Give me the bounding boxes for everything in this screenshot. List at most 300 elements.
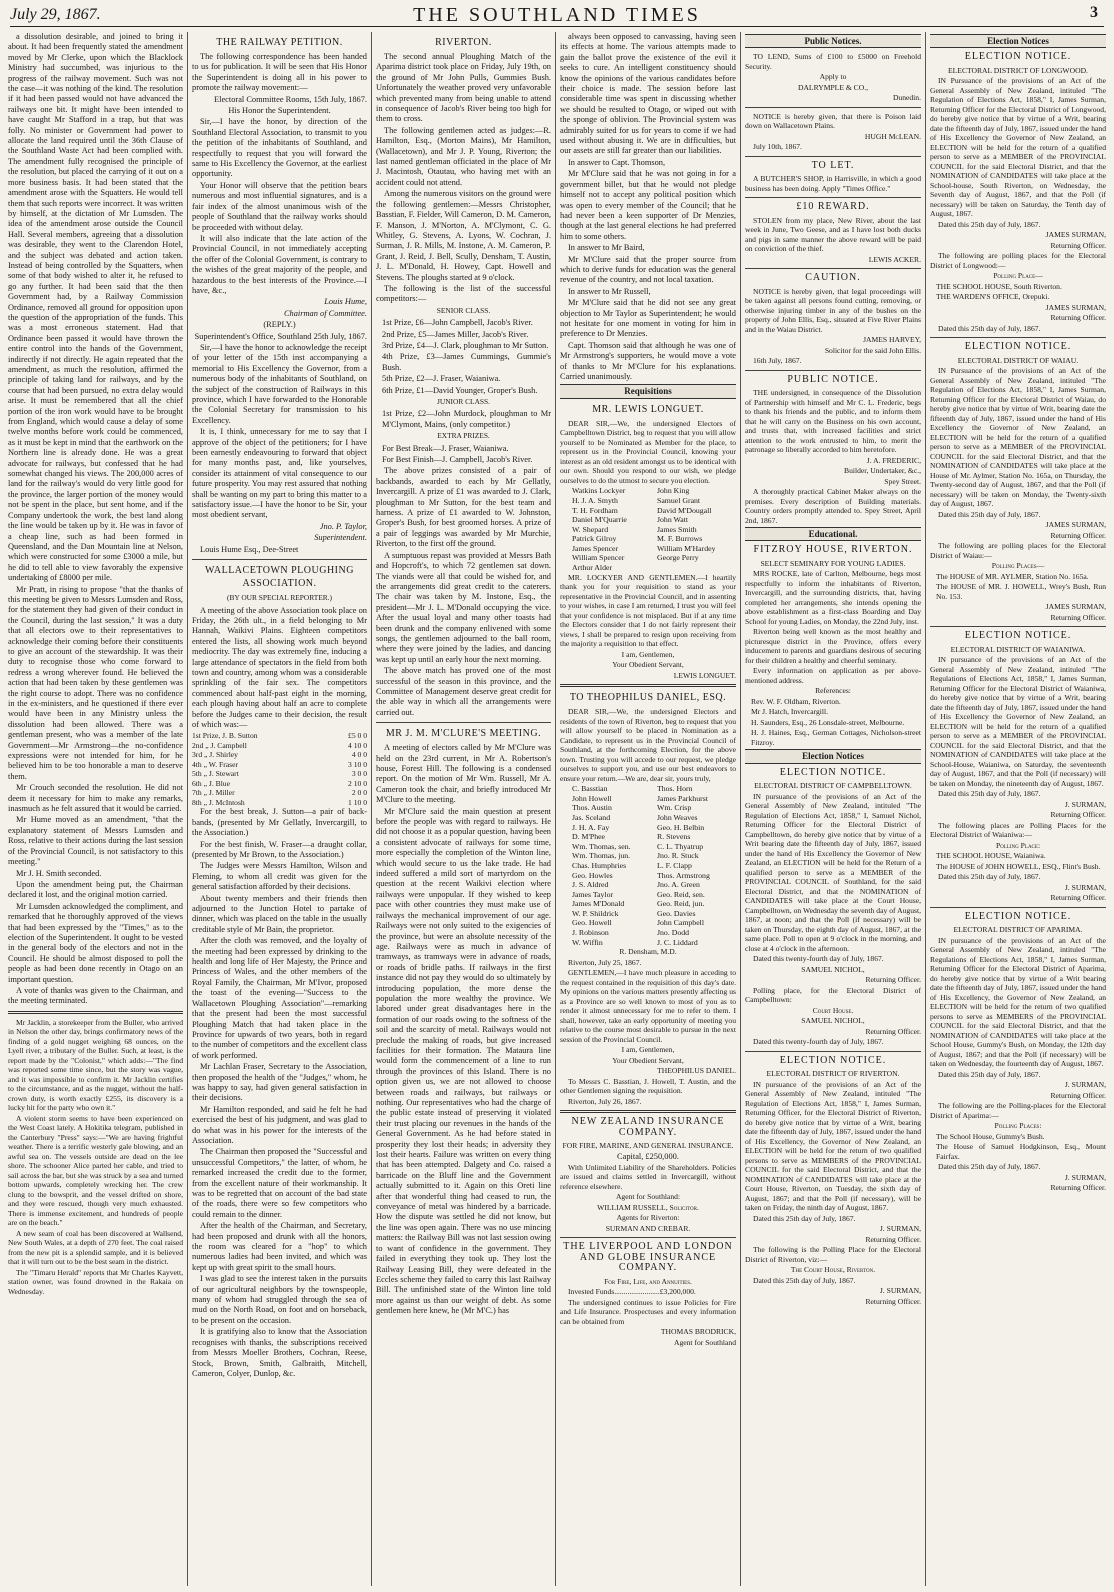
divider — [745, 370, 921, 371]
prize-entry: 5th Prize, £2—J. Fraser, Waianiwa. — [382, 374, 501, 384]
notice-title: ELECTION NOTICE. — [964, 51, 1072, 63]
signatory: W. Wiffin — [572, 937, 603, 947]
section-header: Election Notices — [930, 34, 1106, 48]
notice-date: Dated this 25th day of July, 1867. — [938, 219, 1041, 229]
signatory: David M'Dougall — [657, 505, 712, 515]
notice-signature: Builder, Undertaker, &c., — [844, 466, 921, 476]
polling-place: The HOUSE of JOHN HOWELL, ESQ., Flint's Bush. — [936, 861, 1101, 871]
district-name: ELECTORAL DISTRICT OF CAMPBELLTOWN. — [754, 781, 912, 791]
polling-place: THE SCHOOL HOUSE, South Riverton. — [936, 281, 1062, 291]
divider — [930, 626, 1106, 627]
notice-title: PUBLIC NOTICE. — [787, 373, 879, 385]
notice-contact: Apply to — [819, 72, 847, 82]
news-item: A new seam of coal has been discovered at Wallsend, New South Wales, at a depth of 270 feet. The coal raised from the new pit is a splendid sample, and it is believed that it will turn out to be the best seam in the district. — [8, 1228, 183, 1267]
letter-address: Superintendent's Office, Southland 25th July, 1867. — [194, 331, 367, 341]
notice-text: IN pursuance of the provisions of an Act of the General Assembly of New Zealand, intituled "The Regulation of Elections Act, 1858," I, Samuel Nichol, Returning Officer for the Electoral District of Campbelltown, do hereby give notice that by virtue of a Writ bearing date the fifteenth day of July, 1867, issued under the hand of His Excellency the Governor of New Zealand, an ELECTION will be held for the Return of a qualified person to serve as a MEMBER of the PROVINCIAL COUNCIL of Southland, for the said Electoral District, and that the NOMINATION of CANDIDATES will take place at the Court House, Campbelltown, on Wednesday the seventh day of August, 1867, at noon; and that the Poll (if necessary) will be taken on Thursday, the eighth day of August, 1867, at the same place. Poll to open at 9 o'clock in the morning, and close at 4 o'clock in the afternoon. — [745, 791, 921, 953]
signature-title: Chairman of Committee. — [283, 308, 367, 318]
news-item: Mr Jacklin, a storekeeper from the Buller, who arrived in Nelson the other day, brings confirmatory news of the finding of a gold nugget weighing 68 ounces, on the Lyell river, a tributary of the Buller. Such, at least, is the report made by the "Colonist," which adds:—"The find was reported some time since, but the story was vague, and it was impossible to confirm it. Mr Jacklin certifies to the circumstance, and as the nugget, without the half-crown duty, is worth exactly £255, its discovery is a lucky hit for the party who own it." — [8, 1017, 183, 1113]
ad-title: THE LIVERPOOL AND LONDON AND GLOBE INSURANCE COMPANY. — [563, 1241, 733, 1274]
notice-signature: SAMUEL NICHOL, — [801, 964, 865, 974]
ad-agent: SURMAN AND CREBAR. — [605, 1223, 691, 1233]
notice-text: Riverton being well known as the most healthy and picturesque district in the Province, offers every inducement to parents and guardians desirous of securing for their children a healthy and cheerful seminary. — [745, 627, 921, 665]
column-6 — [930, 32, 1106, 1586]
signatory: Daniel M'Quarrie — [572, 515, 627, 525]
notice-title: ELECTION NOTICE. — [964, 341, 1072, 353]
paragraph: It will also indicate that the late action of the Provincial Council, in not immediately accepting the offer of the Colonial Government, is contrary to the wishes of the great majority of the people, and hazardous to the best interests of the Province.—I have, &c., — [192, 233, 367, 295]
prize-entry: 4th Prize, £3—James Cummings, Gummie's Bush. — [382, 352, 551, 372]
notice-signature: Returning Officer. — [1050, 810, 1106, 820]
paragraph: Mr Hume moved as an amendment, "that the explanatory statement of Messrs Lumsden and Ross, relative to their actions during the last session of the Provincial Council, is not satisfactory to this meeting." — [8, 815, 183, 867]
paragraph: The second annual Ploughing Match of the Aparima district took place on Friday, July 19th, on the ground of Mr John Pulls, Gummies Bush. Unfortunately the weather proved very unfavorable which prevented many from being unable to attend in consequence of Jacob's River being too high for them to cross. — [376, 52, 551, 124]
paragraph: Sir,—I have the honor, by direction of the Southland Electoral Association, to transmit to you the petition of the inhabitants of Southland, and respectfully to request that you will forward the same to His Excellency the Governor, at the earliest opportunity. — [192, 117, 367, 179]
signatory: James M'Donald — [572, 899, 625, 909]
news-item: A violent storm seems to have been experienced on the West Coast lately. A Hokitika telegram, published in the Canterbury "Press" says:—"We are having frightful weather. There is a terrific westerly gale blowing, and an awful sea on. The vessels outside are dead on the lee shore. The schooner Alice parted her cable, and tried to sail across the bar, but she was struck by a sea and turned bottom upwards, completely wrecking her. The crew clung to the bowsprit, and the vessel drifted on shore, and they were rescued, though very much exhausted. There is immense excitement, and hundreds of people are on the beach." — [8, 1113, 183, 1228]
polling-place: The House of Samuel Hodgkinson, Esq., Mount Fairfax. — [936, 1142, 1106, 1161]
column-rule — [925, 32, 926, 1586]
signatory: James Taylor — [572, 889, 614, 899]
notice-signature: Returning Officer. — [1050, 313, 1106, 323]
signatory: John Watt — [657, 515, 689, 525]
notice-signature: Spey Street. — [884, 476, 921, 486]
signatory: James Spencer — [572, 543, 619, 553]
paragraph: Your Honor will observe that the petition bears numerous and most influential signatures, and is a fair index of the almost unanimous wish of the people of Southland that the railway works should be proceeded with without delay. — [192, 180, 367, 232]
subheading: SENIOR CLASS. — [436, 305, 491, 315]
article-headline: TO THEOPHILUS DANIEL, ESQ. — [569, 692, 727, 704]
notice-date: Dated this 25th day of July, 1867. — [938, 789, 1041, 799]
paragraph: In answer to Capt. Thomson, — [568, 157, 666, 167]
signatory: Chas. Humphries — [572, 860, 627, 870]
paragraph: Sir,—I have the honor to acknowledge the receipt of your letter of the 15th inst accompanying a memorial to His Excellency the Governor, from a numerous body of the inhabitants of Southland, on the subject of the construction of Railways in this province, which I have forwarded to the Honorable the Colonial Secretary for transmission to his Excellency. — [192, 342, 367, 425]
notice-signature: JAMES SURMAN, — [1045, 230, 1106, 240]
paragraph: a dissolution desirable, and joined to bring it about. It had been frequently stated the amendment moved by Mr Clerke, upon which the Blacklock Ministry had succumbed, was injurious to the progress of the railway movement. Such was not the case—it was nothing of the kind. The resolution if it had been passed would not have advanced the railways one bit. It might have been intended to have caught Mr Stafford in a trap, but that was folly. No minister or Government had power to allocate the land required until the 36th Clause of the Southland Waste Act had been complied with. The amendment fully recognised the principle of the resolution, but placed the carrying of it out on a more business basis. It had been stated that the amendment arose with the Squatters. He would tell them that such reports were incorrect. It was written by himself, at the dictation of Mr Lumsden. The idea of the amendment arose outside the Council Hall. Several members, agreeing that a dissolution was desirable, they went to the Clarendon Hotel, and the subject was debated and action taken. Instead of being controlled by the Squatters, when some of that body wished to alter it, he refused to go any further. It had been said that the then Government had, by a Railway Commission Ordinance, removed all ground for opposition upon the question of the appropriation of the funds. This was a most erroneous statement. Had that Ordinance been passed it would have thrown the entire control into the hands of the Government, indirectly if not directly. He again repeated that the amendment, as much the resolution, affirmed the principle of taking land for railways, and by the course that had been pursued, no extra delay would arise. It must be remembered that all the chief portion of the iron work would have to be brought from England, which would cause a delay of some twelve months before work could be commenced, as it must be kept in mind that the earthwork on the Northern line is already done. He was a great advocate for railways, but confessed that he had somewhat changed his views. The 200,000 acres of land for the railway's would do very little good for the province, the larger portion of the money would not be spent in the place, but sent home, and if the Company undertook the work, the best land along the line would be taken up by it. He was in favor of a cheap line, such as had been formed in Queensland, and the Dan Mountain line at Nelson, which were constructed for some £3000 a mile, but he did to tell able to view favorably the expensive undertaking of £8000 per mile. — [8, 32, 183, 583]
polling-place: Court House. — [812, 1005, 854, 1015]
insurance-ad — [560, 1117, 736, 1233]
column-rule — [371, 32, 372, 1586]
signatory: William Spencer — [572, 553, 625, 563]
news-item: The "Timaru Herald" reports that Mr Charles Kayvett, station owner, was found drowned in the Rakaia on Wednesday. — [8, 1267, 183, 1296]
paragraph: It is, I think, unnecessary for me to say that I approve of the object of the petitioners; for I have been earnestly endeavouring to forward that object for many months past, and, like yourselves, consider its attainment of vital consequence to our future prosperity. You may rest assured that nothing shall be wanting on my part to bring this matter to a satisfactory issue.—I have the honor to be Sir, your most obedient servant, — [192, 427, 367, 520]
signatory: Watkins Lockyer — [572, 486, 626, 496]
paragraph: Mr M'Clure said that he was not going in for a government billet, but that he would not pledge himself not to accept any political position which was open to every member of the Council; that he had never been a keen supporter of Dr Menzies, though at the last general elections he had preferred him to some others. — [560, 169, 736, 241]
notice-signature: Returning Officer. — [865, 1234, 921, 1244]
notice-signature: Returning Officer. — [1050, 530, 1106, 540]
divider — [745, 107, 921, 108]
signatory: Geo. H. Belbin — [657, 822, 705, 832]
table-row: 3rd „ J. Shirley 4 0 0 — [192, 750, 367, 760]
signatory: R. Densham, M.D. — [619, 947, 677, 957]
signatory: William M'Hardey — [657, 543, 716, 553]
signatory: T. H. Fordham — [572, 505, 618, 515]
section-header: Election Notices — [745, 749, 921, 763]
notice-text: NOTICE is hereby given, that there is Poison laid down on Wallacetown Plains. — [745, 111, 921, 131]
signatory: R. Stevens — [657, 832, 691, 842]
divider — [192, 559, 367, 560]
column-5 — [745, 32, 921, 1586]
notice-signature: Returning Officer. — [1050, 612, 1106, 622]
paragraph: For the best break, J. Sutton—a pair of back-bands, (presented by Mr Gellatly, Invercargill, to the Association.) — [192, 807, 367, 838]
article-headline: MR J. M. M'CLURE'S MEETING. — [385, 728, 542, 740]
table-row: 5th „ J. Stewart 3 0 0 — [192, 769, 367, 779]
column-rule — [555, 32, 556, 1586]
signatory: Geo. Reid, sen. — [657, 889, 705, 899]
district-name: ELECTORAL DISTRICT OF LONGWOOD. — [948, 65, 1088, 75]
signatory: M. F. Burrows — [657, 534, 703, 544]
divider — [560, 684, 736, 687]
dateline: Riverton, July 25, 1867. — [568, 957, 642, 967]
insurance-ad — [560, 1242, 736, 1347]
signatory: J. Robinson — [572, 928, 609, 938]
signatory: Jno. A. Green — [657, 880, 700, 890]
addressee: To Messrs C. Basstian, J. Howell, T. Austin, and the other Gentlemen signing the requisition. — [560, 1076, 736, 1096]
signatory: Thos. Armstrong — [657, 870, 710, 880]
divider — [930, 907, 1106, 908]
signatory: C. L. Thyatrup — [657, 841, 704, 851]
section-header: Requisitions — [560, 384, 736, 398]
notice-signature: J. SURMAN, — [1064, 799, 1106, 809]
letter-salutation: His Honor the Superintendent. — [228, 106, 331, 116]
notice-signature: Returning Officer. — [865, 1296, 921, 1306]
column-3 — [376, 32, 551, 1586]
signatory: J. S. Aldred — [572, 880, 609, 890]
signatory: James Smith — [657, 524, 697, 534]
notice-title: ELECTION NOTICE. — [964, 630, 1072, 642]
district-name: ELECTORAL DISTRICT OF APARIMA. — [953, 925, 1083, 935]
signature-title: Superintendent. — [314, 533, 367, 543]
paragraph: The following is the list of the successful competitors:— — [376, 283, 551, 304]
signatory: Geo. Howell — [572, 918, 612, 928]
notice-text: The following places are Polling Places for the Electoral District of Waianiwa:— — [930, 820, 1106, 840]
signatory: J. C. Liddard — [657, 937, 698, 947]
paragraph: Mr Lumsden acknowledged the compliment, and remarked that he thoroughly approved of the views that had been expressed by the "Times," as to the election of the Superintendent. It ought to be vested in the general body of the electors and not in the Council. He should be almost disposed to poll the people as had been done recently in Otago on an important question. — [8, 901, 183, 984]
issue-date: July 29, 1867. — [10, 6, 101, 23]
signatory: C. Basstian — [572, 784, 608, 794]
district-name: ELECTORAL DISTRICT OF WAIAU. — [957, 355, 1079, 365]
page-number: 3 — [1090, 4, 1098, 21]
paragraph: The Chairman then proposed the "Successful and unsuccessful Competitors," the latter, of whom, he remarked increased the credit due to the former, from the excellent nature of their workmanship. It was to be regretted that on account of the bad state of the roads, there were so few competitors who could remain to the dinner. — [192, 1147, 367, 1219]
notice-text: Polling place, for the Electoral District of Campbelltown: — [745, 985, 921, 1005]
divider — [745, 1051, 921, 1052]
notice-text: IN pursuance of the provisions of an Act of the General Assembly of New Zealand, intituled "The Regulations of Elections Act, 1858," I, James Surman, Returning Officer for the Electoral District of Waianiwa, do hereby give notice that by virtue of a Writ, bearing date the fifteenth day of July, 1867, issued under the hand of His Excellency the Governor of New Zealand, an ELECTION will be held for the return of a qualified person to serve as a MEMBER of the PROVINCIAL COUNCIL for the said Electoral District, and that the NOMINATION of CANDIDATES will take place at the School-House, Waianiwa, on Saturday, the seventeenth day of August, 1867, and that the Poll (if necessary) will be taken on Monday, the nineteenth day of August, 1867. — [930, 655, 1106, 788]
signatory: John Weaves — [657, 812, 698, 822]
notice-signature: JAMES SURMAN, — [1045, 602, 1106, 612]
signatory: W. P. Shildrick — [572, 908, 619, 918]
notice-signature: J. SURMAN, — [879, 1224, 921, 1234]
notice-title: TO LET. — [811, 159, 855, 171]
notice-date: Dated this 25th day of July, 1867. — [938, 872, 1041, 882]
notice-text: Every information on application as per above-mentioned address. — [745, 666, 921, 685]
notice-text: IN Pursuance of the provisions of an Act of the General Assembly of New Zealand, intituled "The Regulation of Elections Act, 1858," I, James Surman, Returning Officer for the Electoral District of Waiau, do hereby give notice that by virtue of Writ, bearing date the fifteenth day of July, 1867, issued under the hand of His Excellency the Governor of New Zealand, an ELECTION will be held for the return of a qualified person to serve as a MEMBER of the PROVINCIAL COUNCIL for the said Electoral District, and that the NOMINATION of CANDIDATES will take place at the House of Mr. Aylmer, Station No. 165a, on Thursday, the Twenty-second day of August, 1867, and that the Poll (if necessary) will be taken on Monday, the Twenty-sixth day of August, 1867. — [930, 366, 1106, 509]
paragraph: After the cloth was removed, and the loyalty of the meeting had been expressed by drinking to the health and long life of Her Majesty, the Prince and Princess of Wales, and the other members of the Royal Family, the Chairman, Mr M'Ivor, proposed the toast of the evening—"Success to the Wallacetown Ploughing Association"—remarking that the present had been the most successful Ploughing Match that had taken place in the Province for upwards of two years, both in regard to the number of competitors and the excellent class of work performed. — [192, 936, 367, 1060]
letter-address: Electoral Committee Rooms, 15th July, 1867. — [214, 94, 367, 104]
notice-text: NOTICE is hereby given, that legal proceedings will be taken against all persons found cutting, removing, or otherwise injuring timber in any of the bushes on the property of John Ellis, Esq., situated at Five River Plains and in the Waiau District. — [745, 286, 921, 334]
notice-signature: J. SURMAN, — [1064, 882, 1106, 892]
references-heading: References: — [815, 686, 851, 696]
section-header: Educational. — [745, 527, 921, 541]
polling-place: THE SCHOOL HOUSE, Waianiwa. — [936, 851, 1046, 861]
notice-text: IN pursuance of the provisions of an Act of the General Assembly of New Zealand, intituled "The Regulations of Elections Act, 1858," I, James Surman, Returning Officer for the Electoral District of Aparima, do hereby give notice that by virtue of a Writ bearing date the fifteenth day of July, 1867, issued under the hand of His Excellency, the Governor of New Zealand, an ELECTION will be held for the return of two qualified persons to serve as MEMBERS of the PROVINCIAL COUNCIL for the said Electoral District, and that the NOMINATION of CANDIDATES will take place at the School House, Gummy's Bush, on Monday, the 12th day of August, 1867; and that the Poll (if necessary) will be taken on Wednesday, the fourteenth day of August, 1867. — [930, 935, 1106, 1069]
paragraph: The above prizes consisted of a pair of backbands, awarded to each by Mr Gellatly, Invercargill. A prize of £1 was awarded to J. Clark, ploughman to Mr Sutton, for the best team and harness. A prize of £1 awarded to W. Johnston, Groper's Bush, for best groomed horses. A prize of a pair of leggings was awarded by Mr Murchie, Riverton, to the first off the ground. — [376, 466, 551, 549]
signatory: John King — [657, 486, 690, 496]
polling-place: The HOUSE of MR. AYLMER, Station No. 165a. — [936, 571, 1089, 581]
signature: Louis Hume, — [324, 297, 367, 307]
paragraph: Mr Hamilton responded, and said he felt he had exercised the best of his judgment, and was glad to do what was in his power for the interests of the Association. — [192, 1104, 367, 1145]
signatory-list — [560, 784, 736, 947]
polling-place: The HOUSE of MR. J. HOWELL, Wrey's Bush, Run No. 153. — [936, 582, 1106, 601]
notice-signature: Returning Officer. — [865, 1026, 921, 1036]
notice-text: A BUTCHER'S SHOP, in Harrisville, in which a good business has been doing. Apply "Times Office." — [745, 174, 921, 193]
article-headline: MR. LEWIS LONGUET. — [592, 403, 704, 415]
paragraph: For the best finish, W. Fraser—a draught collar, (presented by Mr Brown, to the Association.) — [192, 839, 367, 859]
divider — [560, 1237, 736, 1238]
table-row: 7th „ J. Miller 2 0 0 — [192, 788, 367, 798]
signatory: Geo. Howles — [572, 870, 613, 880]
signatory: J. H. A. Fay — [572, 822, 610, 832]
notice-text: TO LEND, Sums of £100 to £5000 on Freehold Security. — [745, 52, 921, 71]
table-row: 6th „ J. Blue 2 10 0 — [192, 778, 367, 788]
news-briefs — [8, 1018, 183, 1297]
section-header: Public Notices. — [745, 34, 921, 48]
notice-signature: J. SURMAN, — [1064, 1172, 1106, 1182]
notice-text: The following are the Polling-places for the Electoral District of Aparima:— — [930, 1101, 1106, 1120]
notice-date: July 10th, 1867. — [753, 142, 802, 152]
signatory: James Parkhurst — [657, 793, 708, 803]
notice-signature: JAMES HARVEY, — [863, 335, 921, 345]
reply-text: MR. LOCKYER AND GENTLEMEN.—I heartily thank you for your requisition to stand as your representative in the Provincial Council, and in assenting to your wishes, in case I am returned, I trust you will feel that your confidence is not misplaced. But if at any time the Electors consider that I do not fairly represent their views, I shall be prepared to resign upon receiving from the majority a requisition to that effect. — [560, 572, 736, 649]
ad-agent: THOMAS BRODRICK, — [660, 1327, 736, 1337]
district-name: ELECTORAL DISTRICT OF WAIANIWA. — [950, 644, 1086, 654]
notice-title: CAUTION. — [805, 272, 861, 284]
polling-heading: Polling Place— — [993, 271, 1043, 281]
signature: Jno. P. Taylor, — [319, 521, 367, 531]
paragraph: In answer to Mr Russell, — [568, 286, 651, 296]
signature: Your Obedient Servant, — [612, 1055, 684, 1065]
signatory: D. M'Phee — [572, 832, 606, 842]
district-name: ELECTORAL DISTRICT OF RIVERTON. — [766, 1069, 900, 1079]
signature: Your Obedient Servant, — [612, 660, 684, 670]
table-row: 1st Prize, J. B. Sutton £5 0 0 — [192, 731, 367, 741]
signatory: Geo. Reid, jun. — [657, 899, 705, 909]
paragraph: Mr Crouch seconded the resolution. He did not deem it necessary for him to make any remarks, inasmuch as he felt assured that it would be carried. — [8, 783, 183, 814]
reference: H. Saunders, Esq., 26 Lonsdale-street, Melbourne. — [751, 717, 905, 727]
paragraph: Mr Lachlan Fraser, Secretary to the Association, then proposed the health of the "Judges," whom, he was happy to say, had given general satisfaction in their decisions. — [192, 1062, 367, 1103]
signature: LEWIS LONGUET. — [673, 670, 736, 680]
paragraph: Mr M'Clure said that the proper source from which to derive funds for education was the general revenue of the country, and not local taxation. — [560, 254, 736, 285]
notice-signature: J. A. FREDERIC, — [866, 455, 921, 465]
reference: Rev. W. F. Oldham, Riverton. — [751, 696, 841, 706]
notice-date: Dated this 25th day of July, 1867. — [938, 509, 1041, 519]
signatory: H. J. A. Smyth — [572, 495, 618, 505]
article-headline: RIVERTON. — [435, 37, 492, 48]
polling-place: THE WARDEN'S OFFICE, Orepuki. — [936, 292, 1050, 302]
divider — [745, 156, 921, 157]
byline: (BY OUR SPECIAL REPORTER.) — [227, 593, 332, 603]
prize-entry: For Best Break—J. Fraser, Waianiwa. — [382, 443, 509, 453]
notice-signature: Returning Officer. — [1050, 1090, 1106, 1100]
signatory: Wm. Thomas, sen. — [572, 841, 631, 851]
ad-agent: WILLIAM RUSSELL, Solicitor. — [597, 1202, 699, 1212]
signatory: Thos. Austin — [572, 803, 612, 813]
polling-place: The Court House, Riverton. — [790, 1265, 876, 1275]
paragraph: It is gratifying also to know that the Association recognises with thanks, the subscriptions received from Messrs Moeller Brothers, Cochran, Reese, Stock, Brown, Smith, Galbraith, Mitchell, Cameron, Colyer, Dunlop, &c. — [192, 1327, 367, 1378]
paragraph: Mr Pratt, in rising to propose "that the thanks of this meeting be given to Messrs Lumsden and Ross, for the statement they had given of their conduct in the Council, during the last session," It was a duty that all electors owe to their representatives to acknowledge their coming before their constituents to give an account of the stewardship. It was their duty to recognise those who come forward to redress a wrong wherever found. He believed the action that had been taken by these gentlemen was the right course to adopt. There was no confidence in the ex-ministers, and he questioned if there ever would have been in any Ministry unless the dissolution had been allowed. There was a gentleman present, who was a member of the late Government—Mr Armstrong—the no-confidence expressions were not intended for him, for he believed him to be too honorable a man to deserve them. — [8, 584, 183, 781]
paragraph: A sumptuous repast was provided at Messrs Bath and Hopcroft's, to which 72 gentlemen sat down. The viands were all that could be wished for, and the arrangements did great credit to the caterers. The chair was taken by M. Instone, Esq., the president—Mr J. L. M'Donald occupying the vice. After the usual loyal and many other toasts had been drunk and the company enlivened with some songs, the gentlemen adjourned to the ball room, where they were joined by the ladies, and dancing was kept up until an early hour the next morning. — [376, 550, 551, 664]
notice-signature: Returning Officer. — [1050, 1183, 1106, 1193]
signatory: Samuel Grant — [657, 495, 701, 505]
signatory: Geo. Davies — [657, 908, 696, 918]
prize-entry: 2nd Prize, £5—James Miller, Jacob's River. — [382, 329, 529, 339]
paragraph: The following gentlemen acted as judges:—R. Hamilton, Esq., (Morton Mains), Mr Hamilton, (Wallacetown), and Mr J. P. Young, Riverton; the last named gentleman officiated in the place of Mr J. Macintosh, Otautau, who having met with an accident could not attend. — [376, 125, 551, 187]
paragraph: always been opposed to canvassing, having seen its effects at home. The various attempts made to gain the ballot prove the existence of the evil it seeks to cure. An intelligent constituency should know the opinions of the various candidates before their choice is made. The session before last considerable time was spent in discussing whether we should be resulted to Otago, or wiped out with the sponge of oblivion. The Provincial system was admirably suited for us for years to come if we had used without abusing it. We are in difficulties, but our assets are still far greater than our liabilities. — [560, 32, 736, 156]
paragraph: I was glad to see the interest taken in the pursuits of our agricultural neighbors by the townspeople, many of whom had struggled through the sea of mud on the North Road, on foot and on horseback, to be present on the occasion. — [192, 1274, 367, 1325]
column-rule — [187, 32, 188, 1586]
signatory: John Howell — [572, 793, 612, 803]
column-2 — [192, 32, 367, 1586]
notice-text: IN Pursuance of the provisions of an Act of the General Assembly of New Zealand, intituled "The Regulation of Elections Act, 1858," I, James Surman, Returning Officer for the Electoral District of Longwood, do hereby give notice that by virtue of a Writ, bearing date the fifteenth day of July, 1867, issued under the hand of His Excellency the Governor of New Zealand, an ELECTION will be held for the return of a qualified person to serve as a MEMBER of the PROVINCIAL COUNCIL for the said Electoral District, and that the NOMINATION of CANDIDATES will take place at the School-house, South Riverton, on Wednesday, the Seventh day of August, 1867, and that the Poll (if necessary) will be taken on Saturday, the Tenth day of August, 1867. — [930, 76, 1106, 219]
signatory: Jno. R. Stuck — [657, 851, 699, 861]
signatory: Thos. Horn — [657, 784, 693, 794]
signatory: Wm. Crisp — [657, 803, 692, 813]
notice-text: The following are polling places for the Electoral District of Longwood:— — [930, 251, 1106, 270]
ad-title: NEW ZEALAND INSURANCE COMPANY. — [571, 1116, 725, 1138]
paragraph: About twenty members and their friends then adjourned to the Junction Hotel to partake of dinner, which was placed on the table in the usually creditable style of Mr Bain, the proprietor. — [192, 893, 367, 934]
ad-agent: Agents for Riverton: — [616, 1213, 680, 1223]
reply-text: GENTLEMEN,—I have much pleasure in acceding to the request contained in the requisition of this day's date. My opinions on the various matters presently affecting us as a Province are so well known to most of you as to render it almost unnecessary for me to refer to them. I shall, however, take an early opportunity of meeting you relative to the course most desirable to pursue in the next session of the Provincial Council. — [560, 968, 736, 1044]
article-headline: THE RAILWAY PETITION. — [216, 37, 343, 48]
signatory: John Campbell — [657, 918, 704, 928]
notice-text: IN pursuance of the provisions of an Act of the General Assembly of New Zealand, intituled "The Regulation of Elections Act, 1858," I, James Surman, Returning Officer, for the Electoral District of Riverton, do hereby give notice that by virtue of a Writ, bearing date the fifteenth day of July, 1867, issued under the hand of His Excellency, the Governor of New Zealand, an ELECTION will be held for the return of two qualified persons to serve as MEMBERS of the PROVINCIAL COUNCIL for the said Electoral District, and that the NOMINATION of CANDIDATES will take place at the Court House, Riverton, on Tuesday, the sixth day of August, 1867; and that the Poll (if necessary), will be taken on Friday, the ninth day of August, 1867. — [745, 1079, 921, 1213]
notice-date: Dated this twenty-fourth day of July, 1867. — [753, 1037, 884, 1047]
divider — [376, 722, 551, 723]
paragraph: Mr M'Clure said that he did not see any great objection to Mr Taylor as Superintendent; he would not hesitate for one moment in voting for him in preference to Dr Menzies. — [560, 298, 736, 339]
signatory: L. F. Clapp — [657, 860, 692, 870]
paragraph: Mr M'Clure said the main question at present before the people was with regard to railways. He did not choose it as a popular question, having been a consistent advocate of railways for some time, more especially the completion of the Winton line, which would secure to us the lake trade. He had indeed suffered a mild sort of martyrdom on the question at the recent Waikivi election where railways were unpopular. If they wished to keep pace with other countries they must make use of railways the mechanical improvement of our age. Railways were not only suited to the exigencies of the province, but were an absolute necessity of the age. Railways were as much in advance of tramways, as tramways were in advance of roads, or roads of bridle paths. If railways in the first instance did not pay they would do so ultimately by introducing population, the more dense the population the more wealthy the province. We labored under great disadvantages here in the formation of our roads owing to the softness of the soil and the scarcity of metal. Railways would not preclude the making of roads, but give increased facilities for their formation. The Mataura line would form the commencement of a line to run through the provinces of this Island. There is no option given us, we are not allowed to choose between roads and railways, but railways or nothing. Our representatives who had the charge of the public estate instead of preserving it violated their trust placing our revenues in the hands of the General Government. As he had before stated in prosperity they lost their heads; in adversity they lost their hearts. Failure was written on every thing that has been attempted. Dalgety and Co. raised a barricade on the Bluff line and the Government actually submitted to it. Again on this Oreti line after that wonderful thing had ceased to run, the conveyance of metal was hindered by a barricade. How the dispute was settled he did not know, but the line was open again. There was no use mincing matters: the Railway Bill was not last session owing to want of confidence in the government. They failed in everything they took up. They lost the Railway Leasing Bill, they were defeated in the Eccles scheme they failed to carry this last Railway Bill. The unfinished state of the Winton line told more against us than our weight of debt. As some gentlemen here knew, he (Mr M'C.) has — [376, 806, 551, 1316]
prize-entry: For Best Finish—J. Campbell, Jacob's River. — [382, 455, 533, 465]
notice-date: Dated this 25th day of July, 1867. — [938, 323, 1041, 333]
table-row: 2nd „ J. Campbell 4 10 0 — [192, 740, 367, 750]
notice-date: Dated this 25th day of July, 1867. — [753, 1213, 856, 1223]
notice-date: 16th July, 1867. — [753, 356, 802, 366]
divider — [560, 1110, 736, 1113]
notice-text: The following is the Polling Place for the Electoral District of Riverton, viz:— — [745, 1245, 921, 1264]
reference: H. J. Haines, Esq., German Cottages, Nicholson-street Fitzroy. — [751, 728, 921, 747]
notice-date: Dated this 25th day of July, 1867. — [753, 1275, 856, 1285]
ad-agent: Agent for Southland: — [615, 1192, 681, 1202]
divider — [745, 197, 921, 198]
column-1 — [8, 32, 183, 1586]
column-rule — [740, 32, 741, 1586]
notice-text: THE undersigned, in consequence of the Dissolution of Partnership with himself and Mr C. L. Frederic, begs to thank his friends and the public, and to inform them that he will carry on the Business on his own account, and trusts that, with increased facilities and strict attention to the work entrusted to him, to merit the patronage so liberally accorded to him heretofore. — [745, 388, 921, 455]
notice-text: A thoroughly practical Cabinet Maker always on the premises. Every description of Building materials. Country orders promptly attended to. Spey Street, April 2nd, 1867. — [745, 487, 921, 525]
notice-signature: Returning Officer. — [1050, 893, 1106, 903]
notice-title: FITZROY HOUSE, RIVERTON. — [753, 544, 913, 556]
prize-entry: 1st Prize, £2—John Murdock, ploughman to Mr M'Clymont, Mains, (only competitor.) — [382, 409, 551, 429]
table-row: 8th „ J. McIntosh 1 10 0 — [192, 797, 367, 807]
signature: I am, Gentlemen, — [621, 1045, 675, 1055]
notice-date: Dated this 25th day of July, 1867. — [938, 1162, 1041, 1172]
article-headline: WALLACETOWN PLOUGHING ASSOCIATION. — [205, 565, 354, 590]
notice-signature: J. SURMAN, — [879, 1286, 921, 1296]
notice-signature: JAMES SURMAN, — [1045, 302, 1106, 312]
notice-subtitle: SELECT SEMINARY FOR YOUNG LADIES. — [760, 558, 906, 568]
prize-entry: 6th Prize, £1—David Younger, Groper's Bush. — [382, 385, 538, 395]
notice-contact: DALRYMPLE & CO., — [797, 82, 869, 92]
paragraph: Among the numerous visitors on the ground were the following gentlemen:—Messrs Christopher, Basstian, F. Fielder, Will Cameron, D. M. Cameron, F. Manson, J. M'Norton, A. M'Clymont, C. G. Whitley, G. Stevens, A. Lyons, W. Cochran, J. Surman, J. R. Mills, M. Instone, A. M. Cameron, P. Grant, J. Reid, J. Bell, Scully, Densham, T. Austin, J. L. M'Donald, H. Howey, Capt. Howell and Stevens. The ploughs started at 9 o'clock. — [376, 189, 551, 282]
notice-signature: Returning Officer. — [865, 975, 921, 985]
letter-recipient: Louis Hume Esq., Dee-Street — [200, 544, 299, 554]
notice-signature: LEWIS ACKER. — [868, 254, 921, 264]
notice-signature: SAMUEL NICHOL, — [801, 1016, 865, 1026]
ad-subtitle: For Fire, Life, and Annuities. — [604, 1276, 692, 1286]
prize-table — [192, 731, 367, 807]
signatory: Jno. Dodd — [657, 928, 690, 938]
ad-body: The undersigned continues to issue Policies for Fire and Life Insurance. Prospectuses and every information can be obtained from — [560, 1297, 736, 1326]
signatory-list — [560, 486, 736, 572]
notice-signature: Solicitor for the said John Ellis. — [824, 345, 921, 355]
notice-text: STOLEN from my place, New River, about the last week in June, Two Geese, and as I have lost both ducks and pigs in same manner the above reward will be paid on conviction of the thief. — [745, 215, 921, 254]
notice-title: ELECTION NOTICE. — [779, 1054, 887, 1066]
divider — [8, 1011, 183, 1014]
ad-agent: Agent for Southland — [673, 1337, 736, 1347]
table-row: 4th „ W. Fraser 3 10 0 — [192, 759, 367, 769]
notice-signature: Returning Officer. — [1050, 240, 1106, 250]
subheading: JUNIOR CLASS. — [437, 397, 490, 406]
signatory: Jas. Sceland — [572, 812, 611, 822]
subheading: (REPLY.) — [263, 320, 296, 330]
polling-heading: Polling Place: — [995, 840, 1041, 850]
notice-contact: Dunedin. — [892, 93, 921, 103]
notice-title: ELECTION NOTICE. — [964, 910, 1072, 922]
notice-signature: J. SURMAN, — [1064, 1080, 1106, 1090]
signatory: George Perry — [657, 553, 699, 563]
column-4 — [560, 32, 736, 1586]
requisition-text: DEAR SIR,—We, the undersigned Electors and residents of the town of Riverton, beg to request that you will allow yourself to be placed in Nomination as a Candidate, to represent us in the Provincial Council of Southland, at the forthcoming Election, for the above town. Trusting you will accede to our request, we pledge ourselves to support you, and use our best endeavors to ensure your return.—We are, dear sir, yours truly, — [560, 707, 736, 783]
paragraph: A vote of thanks was given to the Chairman, and the meeting terminated. — [8, 985, 183, 1006]
signatory: W. Shepard — [572, 524, 609, 534]
paragraph: A meeting of electors called by Mr M'Clure was held on the 23rd current, in Mr A. Robertson's house, Forest Hill. The following is a condensed report. On the motion of Mr Wm. Russell, Mr A. Cameron took the chair, and briefly introduced Mr M'Clure to the meeting. — [376, 743, 551, 805]
polling-heading: Polling Places: — [994, 1121, 1042, 1131]
divider — [745, 268, 921, 269]
requisition-text: DEAR SIR,—We, the undersigned Electors of Campbelltown District, beg to request that you will allow yourself to be Nominated as Member for the place, to represent us in the Provincial Council, knowing your interest as an old resident amongst us to be identical with our own. Should you respond to our wish, we pledge ourselves to do the utmost to secure you election. — [560, 418, 736, 485]
ad-capital: Capital, £250,000. — [617, 1151, 679, 1161]
prize-entry: 3rd Prize, £4—J. Clark, ploughman to Mr Sutton. — [382, 340, 549, 350]
notice-text: The following are polling places for the Electoral District of Waiau:— — [930, 541, 1106, 560]
notice-signature: JAMES SURMAN, — [1045, 520, 1106, 530]
notice-date: Dated this twenty-fourth day of July, 1867. — [753, 954, 884, 964]
notice-title: £10 REWARD. — [796, 201, 870, 213]
dateline: Riverton, July 26, 1867. — [568, 1096, 642, 1106]
paragraph: The above match has proved one of the most successful of the season in this province, and the Committee of Management deserve great credit for the able way in which all the arrangements were carried out. — [376, 666, 551, 717]
polling-heading: Polling Places— — [991, 561, 1045, 571]
signature: THEOPHILUS DANIEL. — [657, 1066, 736, 1076]
paragraph: The following correspondence has been handed to us for publication. It will be seen that His Honor the Superintendent is doing all in his power to promote the railway movement:— — [192, 52, 367, 93]
paragraph: Capt. Thomson said that although he was one of Mr Armstrong's supporters, he would move a vote of thanks to Mr M'Clure for his explanations. Carried unanimously. — [560, 340, 736, 381]
prize-entry: 1st Prize, £6—John Campbell, Jacob's River. — [382, 318, 533, 328]
paragraph: Upon the amendment being put, the Chairman declared it lost, and the original motion carried. — [8, 879, 183, 900]
notice-date: Dated this 25th day of July, 1867. — [938, 1069, 1041, 1079]
signature: I am, Gentlemen, — [621, 649, 675, 659]
paragraph: Mr J. H. Smith seconded. — [16, 868, 102, 878]
notice-text: MRS ROCKE, late of Carlton, Melbourne, begs most respectfully to inform the inhabitants of Riverton, Invercargill, and the surrounding districts, that, having completed her arrangements, she intends opening the above establishment as a first-class Boarding and Day School for young Ladies, on Monday, the 22nd July, inst. — [745, 569, 921, 626]
notice-title: ELECTION NOTICE. — [779, 766, 887, 778]
ad-body: With Unlimited Liability of the Shareholders. Policies are issued and claims settled in Invercargill, without reference elsewhere. — [560, 1162, 736, 1191]
newspaper-title: THE SOUTHLAND TIMES — [413, 4, 701, 26]
polling-place: The School House, Gummy's Bush. — [936, 1131, 1045, 1141]
paragraph: After the health of the Chairman, and Secretary, had been proposed and drunk with all the honors, the room was cleared for a "hop" to which numerous ladies had been invited, and which was kept up with great spirit to the small hours. — [192, 1221, 367, 1272]
paragraph: In answer to Mr Baird, — [568, 243, 645, 253]
paragraph: A meeting of the above Association took place on Friday, the 26th ult., in a field belonging to Mr Hannah, Waikivi Plains. Eighteen competitors entered the lists, all showing work much beyond mediocrity. The day was extremely fine, inducing a large attendance of spectators in the field from both town and country, among whom was a considerable sprinkling of the fair sex. The competitors commenced about half-past eight in the morning, each plough having about half an acre to complete before the Judges came to their decision, the result of which was:— — [192, 605, 367, 729]
subheading: EXTRA PRIZES. — [437, 431, 490, 441]
ad-funds: Invested Funds........................£3,200,000. — [568, 1287, 696, 1297]
